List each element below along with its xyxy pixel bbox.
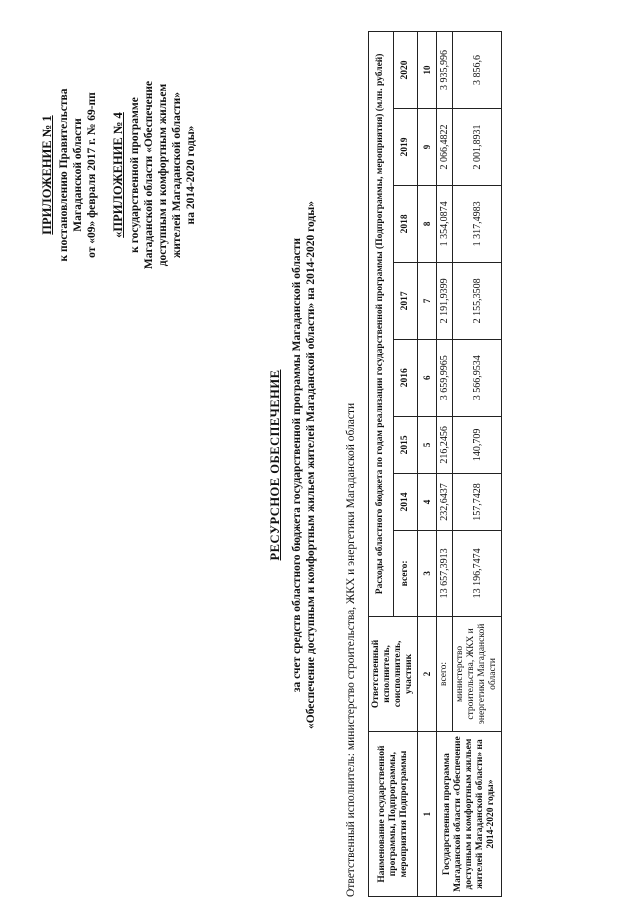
sub-appendix-line: Магаданской области «Обеспечение [143,80,155,270]
year-header: 2016 [393,339,418,416]
appendix-line: Магаданской области [72,118,84,232]
resource-table [368,31,502,897]
sub-appendix-line: доступным и комфортным жильем [157,83,169,267]
col-header-executor: Ответственный исполнитель, соисполнитель, участник [369,616,418,731]
value-cell: 3 659,9965 [437,339,453,416]
column-number: 7 [418,262,437,339]
sub-appendix-title: «ПРИЛОЖЕНИЕ № 4 [111,112,125,238]
appendix-title: ПРИЛОЖЕНИЕ № 1 [40,115,54,235]
column-number: 1 [418,732,437,897]
value-cell: 157,7428 [453,473,502,530]
column-number-row [418,32,437,897]
column-number: 3 [418,531,437,617]
value-cell: 216,2456 [437,416,453,473]
value-cell: 1 317,4983 [453,185,502,262]
responsible-executor: Ответственный исполнитель: министерство строительства, ЖКХ и энергетики Магаданской области [345,402,357,897]
col-header-expenses: Расходы областного бюджета по годам реализации государственной программы (Подпрограммы, мероприятия) (млн. рублей) [369,32,394,617]
value-cell: 2 155,3508 [453,262,502,339]
value-cell: 13 196,7474 [453,531,502,617]
year-header: 2014 [393,473,418,530]
value-cell: 1 354,0874 [437,185,453,262]
column-number: 5 [418,416,437,473]
document-heading [268,65,318,865]
year-header: 2015 [393,416,418,473]
header-row [369,32,394,897]
value-cell: 2 001,8931 [453,108,502,185]
appendix-line: от «09» февраля 2017 г. № 69-пп [86,92,98,258]
appendix-line: к постановлению Правительства [58,88,70,262]
column-number: 8 [418,185,437,262]
column-number: 2 [418,616,437,731]
value-cell: 140,709 [453,416,502,473]
value-cell: 3 856,6 [453,32,502,109]
year-header: 2019 [393,108,418,185]
sub-appendix-line: на 2014-2020 годы» [185,125,197,225]
document-subtitle: «Обеспечение доступным и комфортным жильем жителей Магаданской области» на 2014-2020 годы» [305,201,317,729]
column-number: 10 [418,32,437,109]
value-cell: 2 066,4822 [437,108,453,185]
column-number: 9 [418,108,437,185]
table-row [437,32,453,897]
value-cell: 232,6437 [437,473,453,530]
col-header-name: Наименование государственной программы, Подпрограммы, мероприятия Подпрограммы [369,732,418,897]
executor-cell: всего: [437,616,453,731]
appendix-block [40,45,198,305]
year-header: 2018 [393,185,418,262]
year-header: 2020 [393,32,418,109]
value-cell: 3 935,996 [437,32,453,109]
year-header: 2017 [393,262,418,339]
sub-appendix-line: к государственной программе [129,97,141,253]
value-cell: 13 657,3913 [437,531,453,617]
program-name-cell: Государственная программа Магаданской области «Обеспечение доступным и комфортным жильем жителей Магаданской области» на 2014-2020 годы» [437,732,502,897]
col-header-total: всего: [393,531,418,617]
executor-cell: министерство строительства, ЖКХ и энергетики Магаданской области [453,616,502,731]
document-title: РЕСУРСНОЕ ОБЕСПЕЧЕНИЕ [268,369,282,561]
document-subtitle: за счет средств областного бюджета государственной программы Магаданской области [291,237,303,693]
column-number: 4 [418,473,437,530]
value-cell: 3 566,9534 [453,339,502,416]
sub-appendix-line: жителей Магаданской области» [171,92,183,258]
column-number: 6 [418,339,437,416]
value-cell: 2 191,9399 [437,262,453,339]
